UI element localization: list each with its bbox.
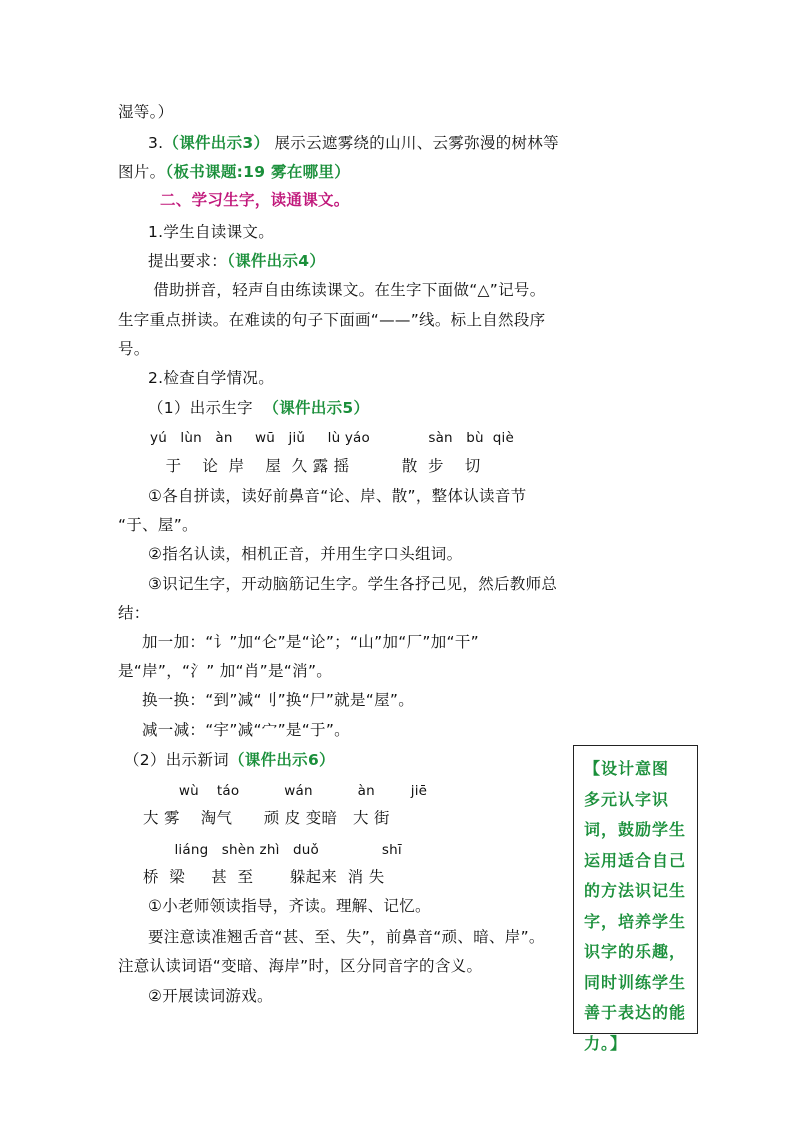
vocabulary-line: 桥 梁 甚 至 躲起来 消 失 bbox=[143, 868, 385, 886]
text-line: 加一加：“讠”加“仑”是“论”；“山”加“厂”加“干” bbox=[142, 633, 479, 651]
design-intent-text: 【设计意图 多元认字识词，鼓励学生运用适合自己的方法识记生字，培养学生识字的乐趣，同时训练学生善于表达的能力。】 bbox=[584, 759, 687, 1053]
text-segment: 3. bbox=[148, 134, 164, 152]
text-line bbox=[148, 133, 559, 153]
text-line: 号。 bbox=[118, 340, 150, 358]
text-segment: 提出要求： bbox=[148, 252, 228, 270]
text-line: 注意认读词语“变暗、海岸”时，区分同音字的含义。 bbox=[118, 957, 483, 975]
courseware-ref: （课件出示6） bbox=[228, 751, 335, 769]
text-line bbox=[118, 162, 350, 182]
text-segment: （1）出示生字 bbox=[148, 399, 264, 417]
text-line: 换一换：“到”减“刂”换“尸”就是“屋”。 bbox=[142, 691, 415, 709]
text-line bbox=[148, 251, 325, 271]
text-line: ②开展读词游戏。 bbox=[148, 987, 273, 1005]
text-segment: （2）出示新词 bbox=[124, 751, 229, 769]
pinyin-line: wù táo wán àn jiē bbox=[143, 783, 428, 799]
pinyin-line: liáng shèn zhì duǒ shī bbox=[143, 842, 402, 858]
text-line: ③识记生字，开动脑筋记生字。学生各抒己见，然后教师总 bbox=[148, 575, 558, 593]
text-line: 要注意读准翘舌音“甚、至、失”，前鼻音“顽、暗、岸”。 bbox=[148, 928, 545, 946]
text-line: 结： bbox=[118, 604, 150, 622]
blackboard-title: （板书课题:19 雾在哪里） bbox=[165, 163, 351, 181]
text-line: 是“岸”，“氵” 加“肖”是“消”。 bbox=[118, 662, 333, 680]
section-heading: 二、学习生字，读通课文。 bbox=[160, 191, 350, 209]
text-line: ②指名认读，相机正音，并用生字口头组词。 bbox=[148, 545, 463, 563]
vocabulary-line: 大 雾 淘气 顽 皮 变暗 大 街 bbox=[143, 809, 390, 827]
text-line: 2.检查自学情况。 bbox=[148, 369, 274, 387]
text-line: 湿等。） bbox=[118, 103, 174, 121]
courseware-ref: （课件出示5） bbox=[263, 399, 370, 417]
text-line: 借助拼音，轻声自由练读课文。在生字下面做“△”记号。 bbox=[148, 281, 546, 299]
text-line: ①小老师领读指导，齐读。理解、记忆。 bbox=[148, 897, 431, 915]
text-line: ①各自拼读，读好前鼻音“论、岸、散”，整体认读音节 bbox=[148, 487, 527, 505]
design-intent-note bbox=[573, 745, 698, 1053]
text-line bbox=[124, 750, 335, 770]
text-line: 减一减：“宇”减“宀”是“于”。 bbox=[142, 721, 350, 739]
text-line: 1.学生自读课文。 bbox=[148, 223, 274, 241]
courseware-ref: （课件出示4） bbox=[227, 252, 326, 270]
text-segment: 展示云遮雾绕的山川、云雾弥漫的树林等 bbox=[269, 134, 559, 152]
text-line bbox=[148, 398, 369, 418]
text-line: 生字重点拼读。在难读的句子下面画“——”线。标上自然段序 bbox=[118, 311, 546, 329]
courseware-ref: （课件出示3） bbox=[163, 134, 270, 152]
text-line: “于、屋”。 bbox=[118, 516, 198, 534]
pinyin-line: yú lùn àn wū jiǔ lù yáo sàn bù qiè bbox=[150, 430, 515, 446]
characters-line: 于 论 岸 屋 久 露 摇 散 步 切 bbox=[150, 457, 481, 475]
text-segment: 图片。 bbox=[118, 163, 166, 181]
